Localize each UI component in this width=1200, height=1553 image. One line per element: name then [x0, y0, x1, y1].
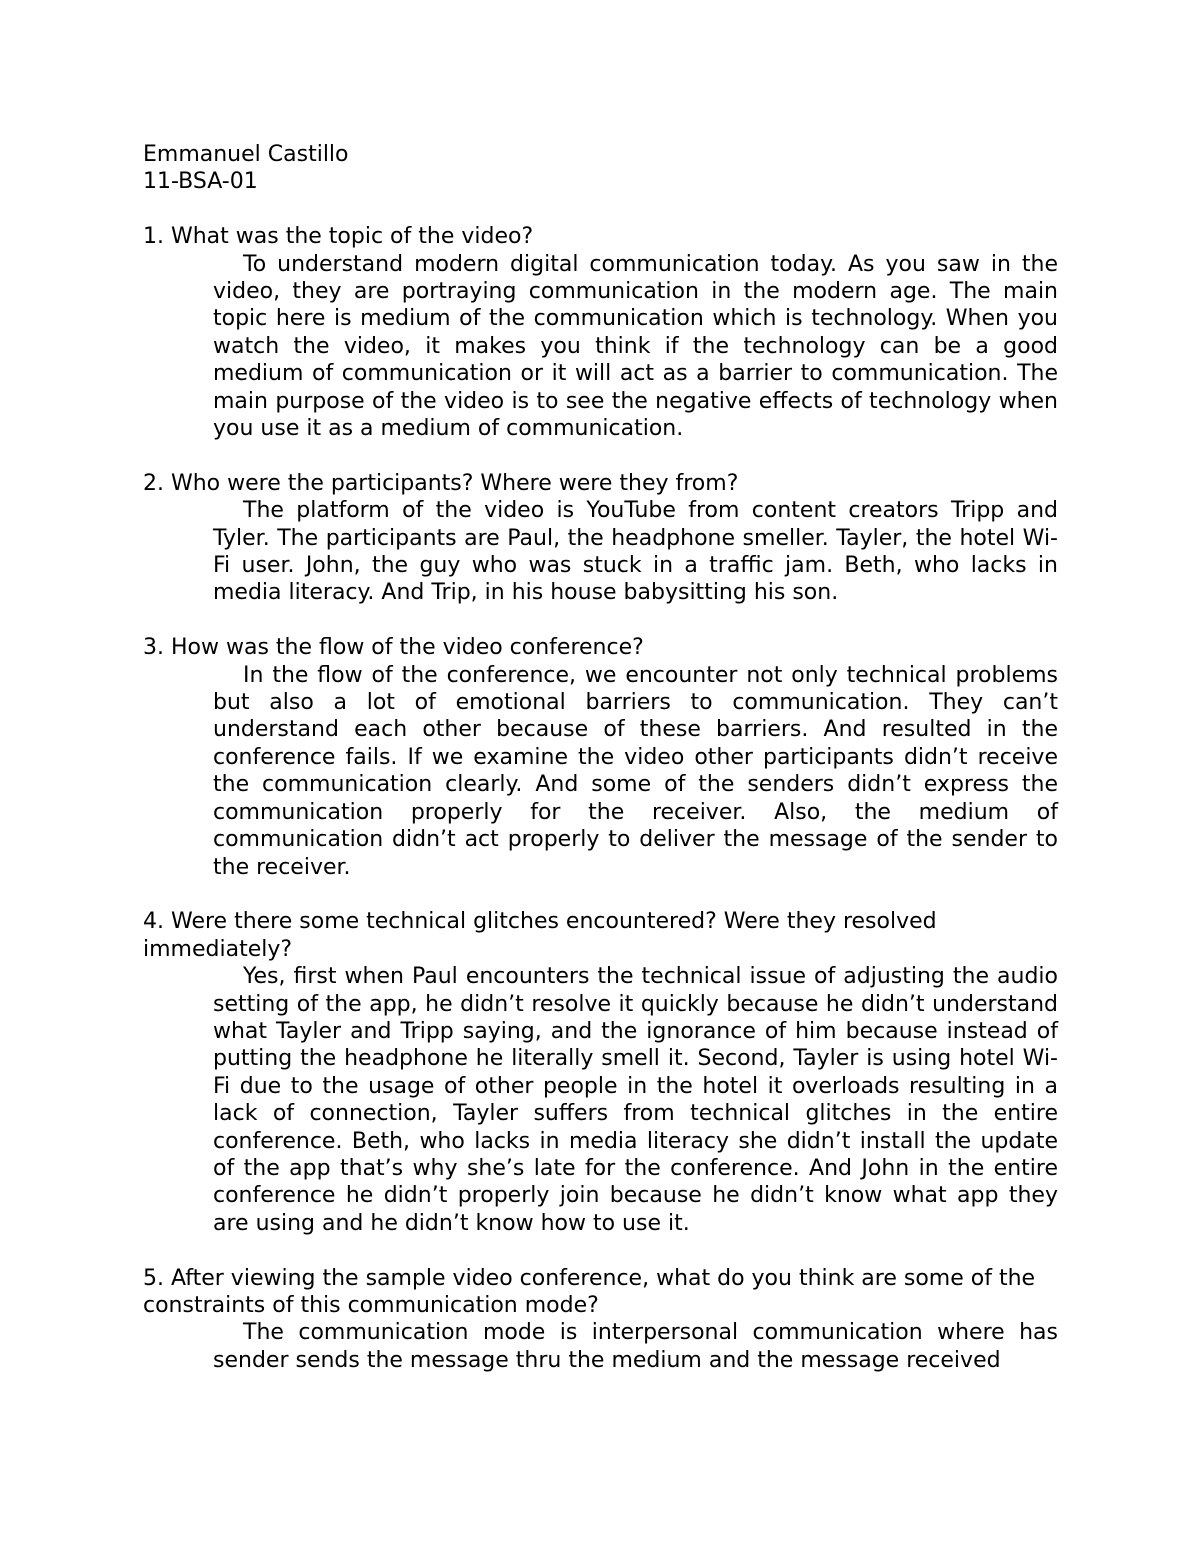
qa-item-5 — [143, 1265, 1058, 1375]
document-header — [143, 141, 1058, 196]
question-1: 1. What was the topic of the video? — [143, 224, 534, 250]
qa-item-2 — [143, 470, 1058, 607]
answer-1: To understand modern digital communication today. As you saw in the video, they are portraying communication in the modern age. The main topic here is medium of the communication which is technology. When you watch the video, it makes you think if the technology can be a good medium of communication or it will act as a barrier to communication. The main purpose of the video is to see the negative effects of technology when you use it as a medium of communication. — [213, 251, 1058, 442]
answer-3: In the flow of the conference, we encounter not only technical problems but also a lot of emotional barriers to communication. They can’t understand each other because of these barriers. And resulted in the conference fails. If we examine the video other participants didn’t receive the communication clearly. And some of the senders didn’t express the communication properly for the receiver. Also, the medium of communication didn’t act properly to deliver the message of the sender to the receiver. — [213, 662, 1058, 880]
qa-item-3 — [143, 634, 1058, 881]
qa-item-1 — [143, 223, 1058, 442]
answer-5: The communication mode is interpersonal communication where has sender sends the message thru the medium and the message received — [213, 1320, 1058, 1373]
question-2: 2. Who were the participants? Where were they from? — [143, 470, 739, 496]
author-name: Emmanuel Castillo — [143, 142, 349, 167]
question-4: 4. Were there some technical glitches encountered? Were they resolved immediately? — [143, 909, 937, 962]
question-5: 5. After viewing the sample video conference, what do you think are some of the constraints of this communication mode? — [143, 1265, 1036, 1318]
answer-2: The platform of the video is YouTube from content creators Tripp and Tyler. The participants are Paul, the headphone smeller. Tayler, the hotel Wi-Fi user. John, the guy who was stuck in a traffic jam. Beth, who lacks in media literacy. And Trip, in his house babysitting his son. — [213, 498, 1058, 606]
document-body — [143, 141, 1058, 1374]
answer-4: Yes, first when Paul encounters the technical issue of adjusting the audio setting of the app, he didn’t resolve it quickly because he didn’t understand what Tayler and Tripp saying, and the ignorance of him because instead of putting the headphone he literally smell it. Second, Tayler is using hotel Wi-Fi due to the usage of other people in the hotel it overloads resulting in a lack of connection, Tayler suffers from technical glitches in the entire conference. Beth, who lacks in media literacy she didn’t install the update of the app that’s why she’s late for the conference. And John in the entire conference he didn’t properly join because he didn’t know what app they are using and he didn’t know how to use it. — [213, 964, 1058, 1236]
question-3: 3. How was the flow of the video conference? — [143, 635, 644, 661]
qa-item-4 — [143, 908, 1058, 1237]
section-code: 11-BSA-01 — [143, 169, 258, 195]
